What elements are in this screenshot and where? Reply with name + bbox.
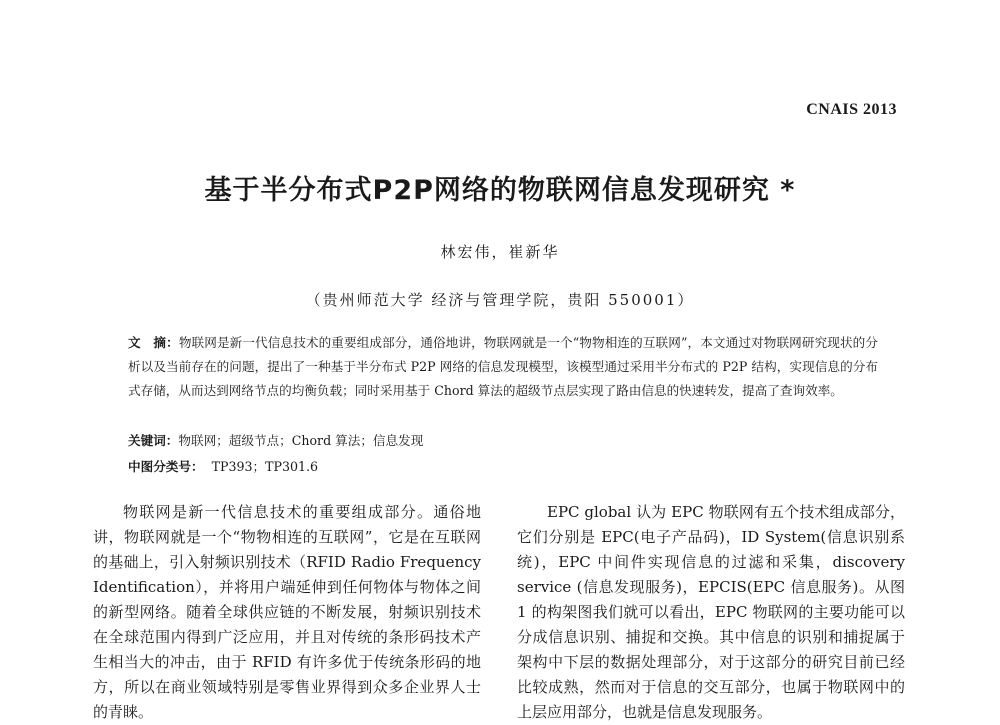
body-column-left <box>93 500 481 721</box>
body-paragraph: 物联网是新一代信息技术的重要组成部分。通俗地讲，物联网就是一个“物物相连的互联网”，它是在互联网的基础上，引入射频识别技术（RFID Radio Frequency Identification），并将用户端延伸到任何物体与物体之间的新型网络。随着全球供应链的不断发展，射频识别技术在全球范围内得到广泛应用，并且对传统的条形码技术产生相当大的冲击，由于 RFID 有许多优于传统条形码的地方，所以在商业领域特别是零售业界得到众多企业界人士的青睐。 <box>93 503 481 721</box>
conference-label: CNAIS 2013 <box>806 101 897 118</box>
keywords <box>128 430 423 449</box>
abstract-text: 物联网是新一代信息技术的重要组成部分，通俗地讲，物联网就是一个“物物相连的互联网”，本文通过对物联网研究现状的分析以及当前存在的问题，提出了一种基于半分布式 P2P 网络的信息发现模型，该模型通过采用半分布式的 P2P 结构，实现信息的分布式存储，从而达到网络节点的均衡负载；同时采用基于 Chord 算法的超级节点层实现了路由信息的快速转发，提高了查询效率。 <box>128 335 878 398</box>
affiliation: （贵州师范大学 经济与管理学院，贵阳 550001） <box>305 291 695 309</box>
abstract <box>128 331 878 403</box>
classification-label: 中图分类号： <box>128 459 204 474</box>
keywords-label: 关键词： <box>128 433 179 448</box>
body-column-right <box>517 500 905 721</box>
classification-text: TP393；TP301.6 <box>211 459 319 474</box>
authors: 林宏伟，崔新华 <box>440 243 560 261</box>
classification <box>128 456 318 475</box>
abstract-label: 文 摘： <box>128 335 179 350</box>
body-paragraph: EPC global 认为 EPC 物联网有五个技术组成部分，它们分别是 EPC(电子产品码)，ID System(信息识别系统)，EPC 中间件实现信息的过滤和采集，discovery service (信息发现服务)，EPCIS(EPC 信息服务)。从图 1 的构架图我们就可以看出，EPC 物联网的主要功能可以分成信息识别、捕捉和交换。其中信息的识别和捕捉属于架构中下层的数据处理部分，对于这部分的研究目前已经比较成熟，然而对于信息的交互部分，也属于物联网中的上层应用部分，也就是信息发现服务。 <box>517 503 905 721</box>
paper-title: 基于半分布式P2P网络的物联网信息发现研究 * <box>204 175 796 206</box>
keywords-text: 物联网；超级节点；Chord 算法；信息发现 <box>178 433 424 448</box>
